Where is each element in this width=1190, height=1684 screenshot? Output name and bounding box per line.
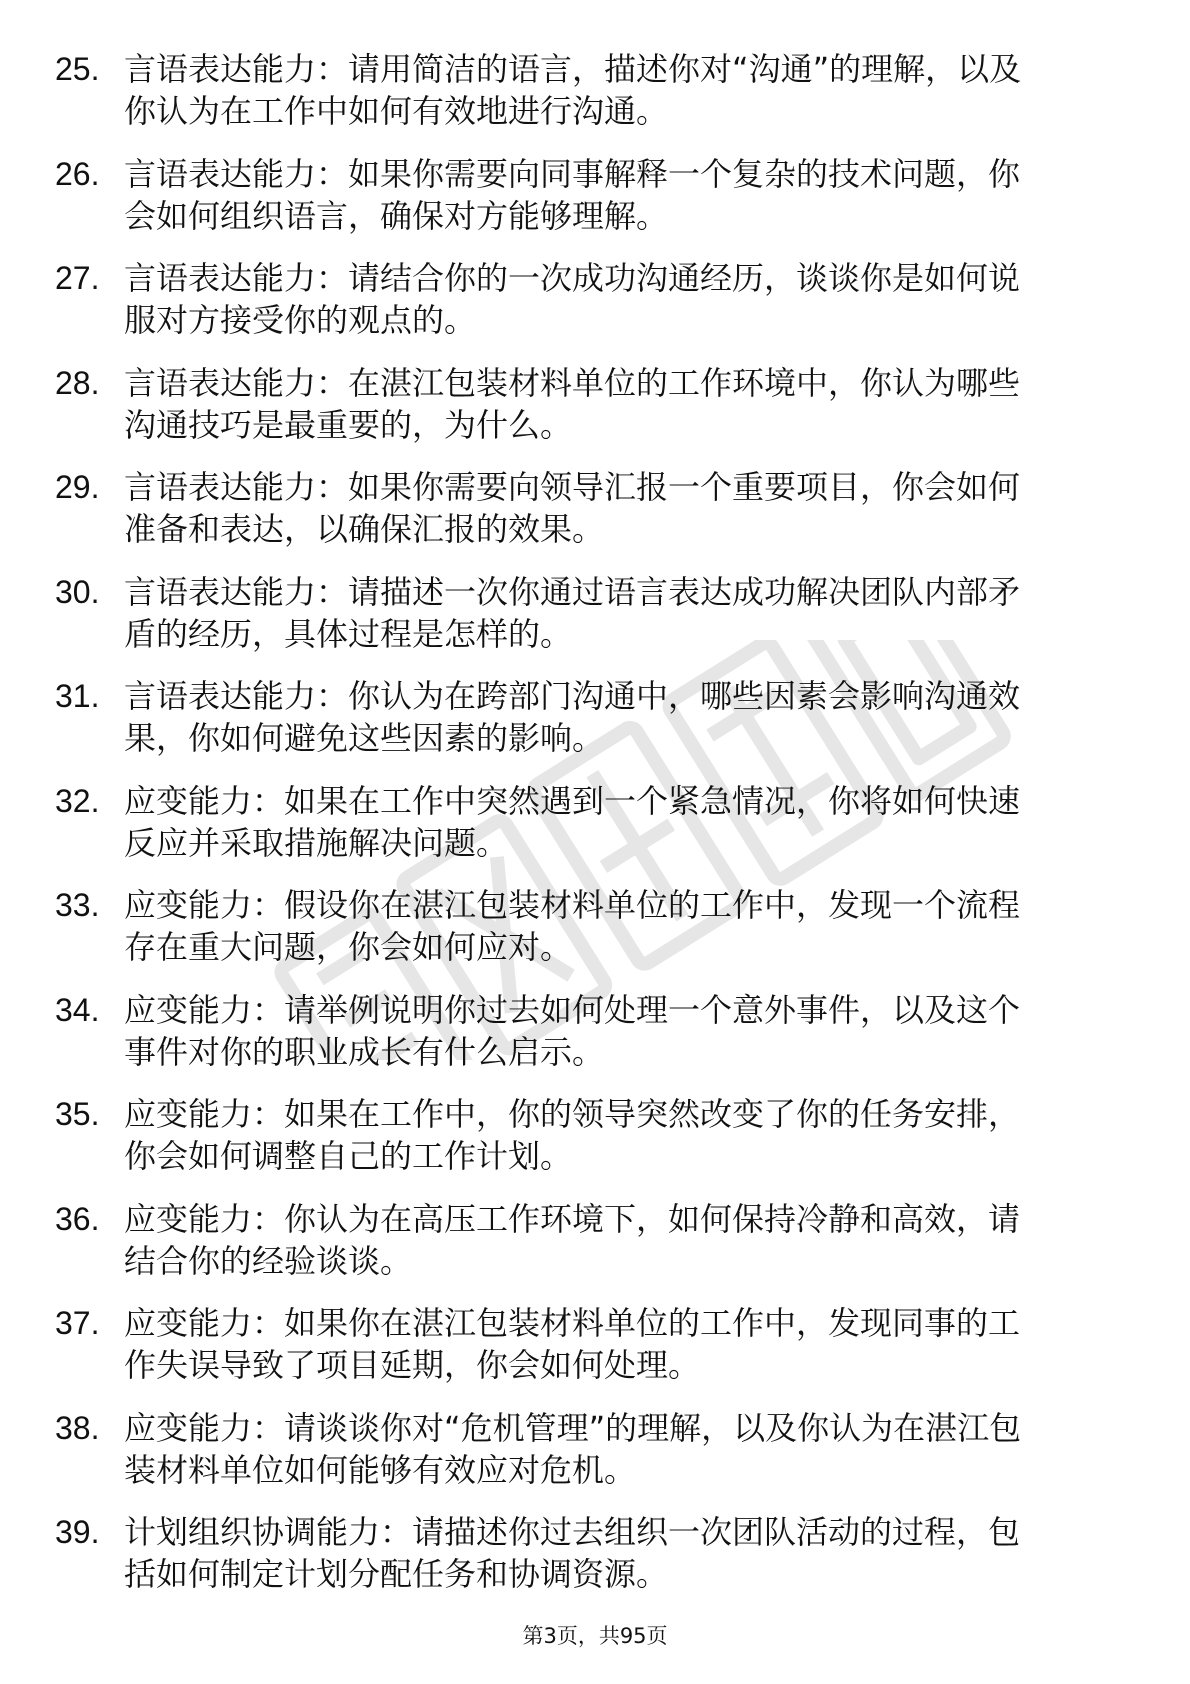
question-line: 你认为在工作中如何有效地进行沟通。 <box>124 92 669 130</box>
question-item-35 <box>0 1093 1190 1198</box>
question-number: 38. <box>55 1409 100 1446</box>
question-number: 31. <box>55 678 100 714</box>
question-line: 反应并采取措施解决问题。 <box>124 823 509 862</box>
question-item-28 <box>0 362 1190 467</box>
question-item-26 <box>0 153 1190 258</box>
question-line: 言语表达能力：如果你需要向同事解释一个复杂的技术问题，你 <box>124 154 1021 193</box>
question-number: 26. <box>55 155 100 192</box>
question-number: 25. <box>55 51 100 87</box>
question-item-36 <box>0 1198 1190 1303</box>
question-number: 39. <box>55 1514 100 1550</box>
question-item-39 <box>0 1511 1190 1616</box>
question-number: 30. <box>55 573 100 610</box>
question-item-32 <box>0 780 1190 885</box>
question-item-33 <box>0 884 1190 989</box>
question-item-38 <box>0 1407 1190 1512</box>
question-item-31 <box>0 675 1190 780</box>
question-line: 服对方接受你的观点的。 <box>124 301 477 339</box>
question-text <box>124 780 1114 864</box>
question-number: 27. <box>55 260 100 296</box>
question-item-29 <box>0 466 1190 571</box>
question-number: 37. <box>55 1305 100 1341</box>
question-number: 33. <box>55 887 100 923</box>
question-text <box>124 571 1114 655</box>
question-text <box>124 1302 1114 1386</box>
question-item-25 <box>0 48 1190 153</box>
question-line: 应变能力：如果在工作中突然遇到一个紧急情况，你将如何快速 <box>124 781 1021 820</box>
question-text <box>124 48 1114 132</box>
question-number: 35. <box>55 1096 100 1132</box>
question-line: 应变能力：请举例说明你过去如何处理一个意外事件，以及这个 <box>124 990 1021 1029</box>
question-line: 果，你如何避免这些因素的影响。 <box>124 719 605 757</box>
question-text <box>124 675 1114 759</box>
question-line: 作失误导致了项目延期，你会如何处理。 <box>124 1346 701 1384</box>
question-line: 装材料单位如何能够有效应对危机。 <box>124 1450 637 1489</box>
question-line: 言语表达能力：你认为在跨部门沟通中，哪些因素会影响沟通效 <box>124 677 1021 715</box>
question-line: 盾的经历，具体过程是怎样的。 <box>124 614 573 653</box>
question-line: 括如何制定计划分配任务和协调资源。 <box>124 1555 669 1593</box>
question-number: 28. <box>55 364 100 401</box>
question-line: 言语表达能力：在湛江包装材料单位的工作环境中，你认为哪些 <box>124 363 1021 402</box>
question-text <box>124 466 1114 550</box>
question-list <box>0 48 1190 1616</box>
page-number-footer: 第3页，共95页 <box>522 1624 668 1648</box>
question-line: 沟通技巧是最重要的，为什么。 <box>124 405 573 444</box>
question-line: 言语表达能力：请结合你的一次成功沟通经历，谈谈你是如何说 <box>124 259 1021 297</box>
question-line: 应变能力：如果你在湛江包装材料单位的工作中，发现同事的工 <box>124 1304 1021 1342</box>
question-line: 应变能力：请谈谈你对“危机管理”的理解，以及你认为在湛江包 <box>124 1408 1022 1447</box>
question-number: 34. <box>55 991 100 1028</box>
question-text <box>124 1093 1114 1177</box>
question-number: 29. <box>55 469 100 505</box>
question-line: 你会如何调整自己的工作计划。 <box>124 1137 573 1175</box>
question-line: 计划组织协调能力：请描述你过去组织一次团队活动的过程，包 <box>124 1513 1021 1551</box>
question-line: 结合你的经验谈谈。 <box>124 1241 413 1280</box>
question-line: 言语表达能力：如果你需要向领导汇报一个重要项目，你会如何 <box>124 468 1021 506</box>
question-line: 言语表达能力：请用简洁的语言，描述你对“沟通”的理解，以及 <box>124 50 1022 88</box>
question-item-30 <box>0 571 1190 676</box>
question-text <box>124 153 1114 237</box>
question-line: 事件对你的职业成长有什么启示。 <box>124 1032 605 1071</box>
question-line: 准备和表达，以确保汇报的效果。 <box>124 510 605 548</box>
question-line: 应变能力：你认为在高压工作环境下，如何保持冷静和高效，请 <box>124 1199 1021 1238</box>
question-text <box>124 257 1114 341</box>
question-number: 32. <box>55 782 100 819</box>
question-text <box>124 1198 1114 1282</box>
question-line: 存在重大问题，你会如何应对。 <box>124 928 573 966</box>
question-line: 应变能力：假设你在湛江包装材料单位的工作中，发现一个流程 <box>124 886 1021 924</box>
question-line: 应变能力：如果在工作中，你的领导突然改变了你的任务安排， <box>124 1095 1021 1133</box>
question-item-27 <box>0 257 1190 362</box>
question-number: 36. <box>55 1200 100 1237</box>
question-text <box>124 884 1114 968</box>
question-item-34 <box>0 989 1190 1094</box>
question-line: 言语表达能力：请描述一次你通过语言表达成功解决团队内部矛 <box>124 572 1021 611</box>
question-text <box>124 1407 1114 1491</box>
question-text <box>124 989 1114 1073</box>
question-item-37 <box>0 1302 1190 1407</box>
question-line: 会如何组织语言，确保对方能够理解。 <box>124 196 669 235</box>
question-text <box>124 362 1114 446</box>
question-text <box>124 1511 1114 1595</box>
